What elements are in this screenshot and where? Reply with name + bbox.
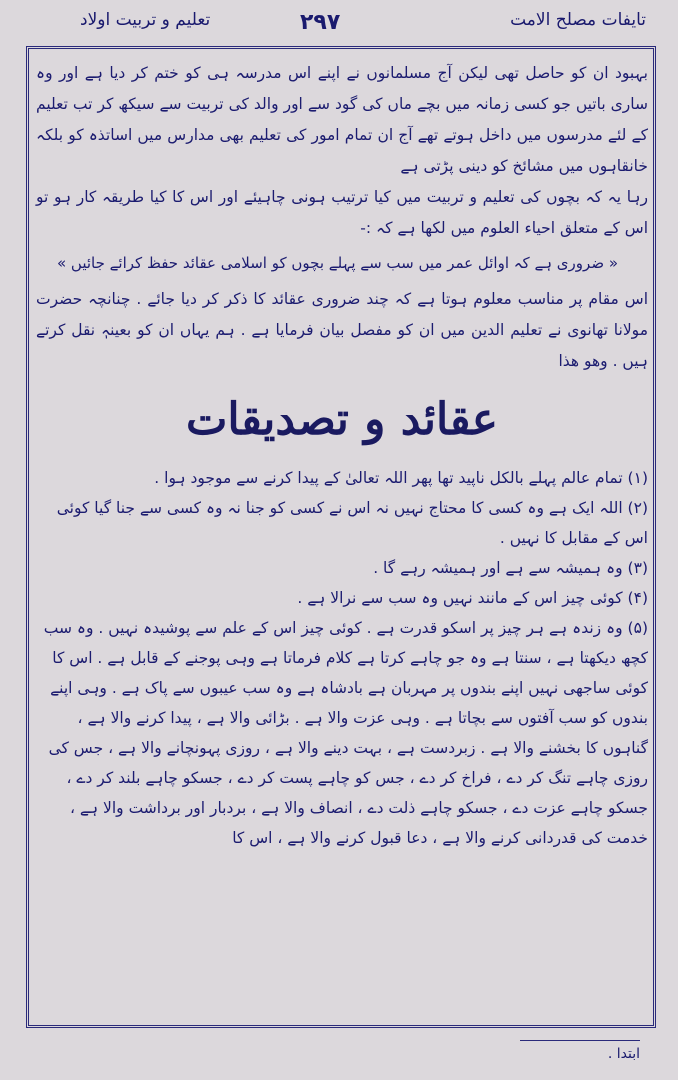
running-title-right: تایفات مصلح الامت	[510, 10, 646, 30]
page-body	[36, 58, 648, 1023]
paragraph: بہبود ان کو حاصل تھی لیکن آج مسلمانوں نے اپنے اس مدرسہ ہی کو ختم کر دیا ہے اور وہ ساری باتیں جو کسی زمانہ میں بچے ماں کی گود سے اور والد کی تربیت سے سیکھ کر تب تعلیم کے لئے مدرسوں میں داخل ہوتے تھے آج ان تمام امور کی تعلیم بھی مدارس میں اساتذہ کو بلکہ خانقاہوں میں مشائخ کو دینی پڑتی ہے	[36, 64, 648, 175]
footnote-rule	[520, 1040, 640, 1041]
list-item: (۱) تمام عالم پہلے بالکل ناپید تھا پھر اللہ تعالیٰ کے پیدا کرنے سے موجود ہوا .	[154, 469, 648, 487]
running-title-left: تعلیم و تربیت اولاد	[80, 10, 211, 30]
footnote: ابتدا .	[607, 1046, 640, 1062]
list-item: (۳) وہ ہمیشہ سے ہے اور ہمیشہ رہے گا .	[373, 559, 648, 577]
section-heading-wrap	[36, 385, 648, 455]
paragraph: اس مقام پر مناسب معلوم ہوتا ہے کہ چند ضروری عقائد کا ذکر کر دیا جائے . چنانچہ حضرت مولانا تھانوی نے تعلیم الدین میں ان کو مفصل بیان فرمایا ہے . ہم یہاں ان کو بعینہٖ نقل کرتے ہیں . وھو ھذا	[36, 290, 648, 370]
list-item: (۴) کوئی چیز اس کے مانند نہیں وہ سب سے نرالا ہے .	[297, 589, 648, 607]
list-item: (۵) وہ زندہ ہے ہر چیز پر اسکو قدرت ہے . کوئی چیز اس کے علم سے پوشیدہ نہیں . وہ سب کچھ دیکھتا ہے ، سنتا ہے وہ جو چاہے کرتا ہے کلام فرماتا ہے وہی پوجنے کے قابل ہے . اس کا کوئی ساجھی نہیں اپنے بندوں پر مہربان ہے بادشاہ ہے وہ سب عیبوں سے پاک ہے . وہی اپنے بندوں کو سب آفتوں سے بچاتا ہے . وہی عزت والا ہے . بڑائی والا ہے ، پیدا کرنے والا ہے ، گناہوں کا بخشنے والا ہے . زبردست ہے ، بہت دینے والا ہے ، روزی پہونچانے والا ہے ، جس کی روزی چاہے تنگ کر دے ، فراخ کر دے ، جس کو چاہے پست کر دے ، جسکو چاہے بلند کر دے ، جسکو چاہے عزت دے ، جسکو چاہے ذلت دے ، انصاف والا ہے ، بردبار اور برداشت والا ہے ، خدمت کی قدردانی کرنے والا ہے ، دعا قبول کرنے والا ہے ، اس کا	[43, 619, 648, 847]
page-header	[0, 0, 678, 48]
quotation: « ضروری ہے کہ اوائل عمر میں سب سے پہلے بچوں کو اسلامی عقائد حفظ کرائے جائیں »	[56, 254, 618, 272]
section-heading: عقائد و تصدیقات	[186, 394, 498, 445]
paragraph: رہا یہ کہ بچوں کی تعلیم و تربیت میں کیا ترتیب ہونی چاہیئے اور اس کا کیا طریقہ کار ہو تو اس کے متعلق احیاء العلوم میں لکھا ہے کہ :-	[36, 188, 648, 237]
page-number: ۲۹۷	[300, 10, 341, 35]
list-item: (۲) اللہ ایک ہے وہ کسی کا محتاج نہیں نہ اس نے کسی کو جنا نہ وہ کسی سے جنا گیا کوئی اس کے مقابل کا نہیں .	[56, 499, 648, 547]
